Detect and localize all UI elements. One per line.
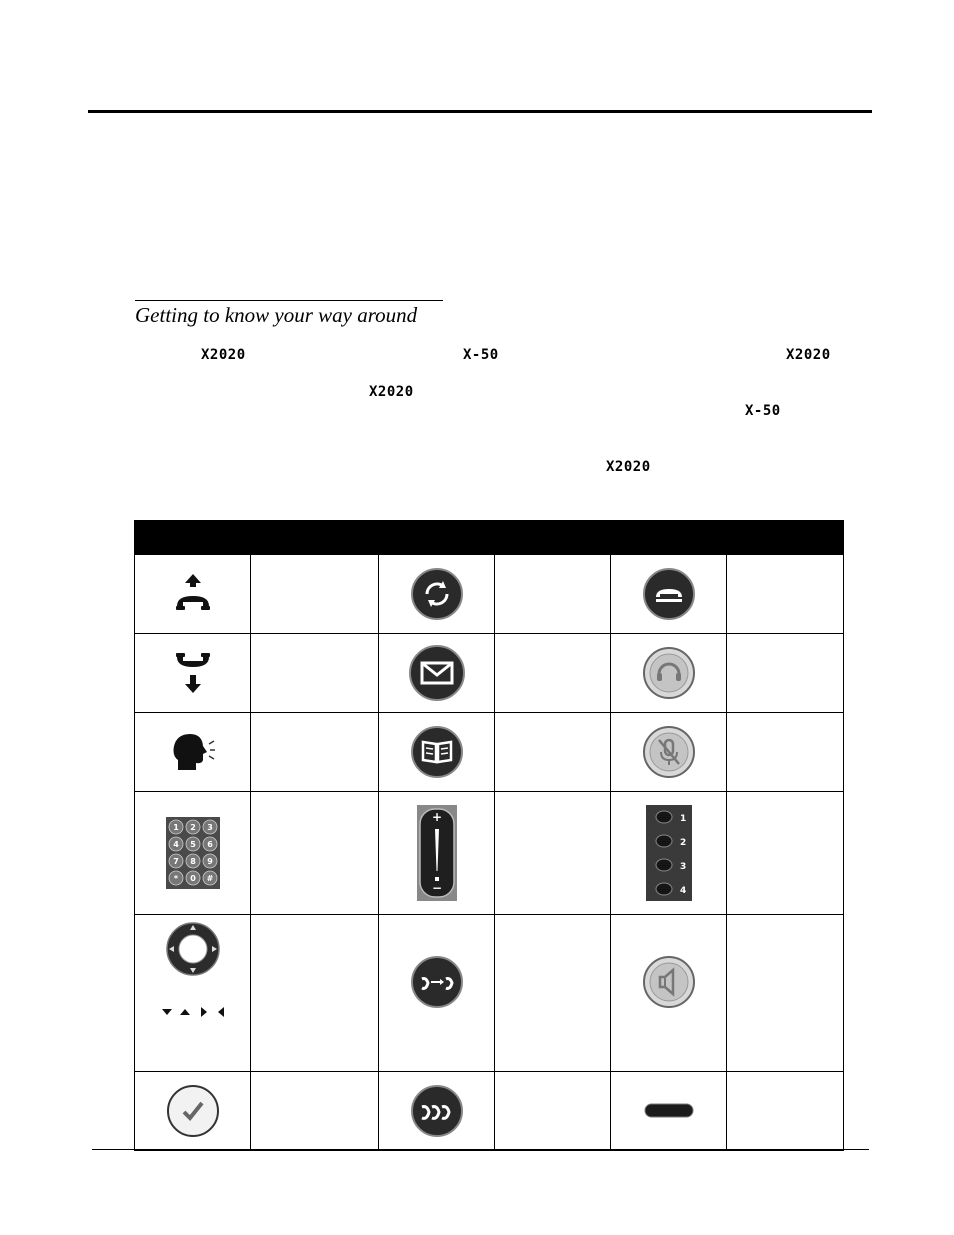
header-rule — [88, 110, 872, 113]
table-header-cell — [135, 521, 251, 555]
line-key-number: 4 — [679, 886, 686, 896]
icon-cell — [135, 713, 251, 792]
description-cell — [251, 915, 379, 1072]
model-name: X-50 — [745, 403, 781, 419]
model-name: X2020 — [606, 459, 651, 475]
model-name: X2020 — [201, 347, 246, 363]
table-row — [135, 555, 844, 634]
description-cell — [727, 555, 844, 634]
phone-keys-table — [134, 520, 844, 1151]
description-cell — [727, 713, 844, 792]
line-key-number: 1 — [679, 814, 686, 824]
on-hook-icon — [173, 651, 213, 695]
icon-cell — [611, 792, 727, 915]
description-cell — [727, 792, 844, 915]
line-key-number: 3 — [679, 862, 686, 872]
section-title: Getting to know your way around — [135, 300, 443, 328]
speak-icon — [170, 730, 216, 774]
dial-key-label: * — [173, 874, 178, 883]
icon-cell — [135, 634, 251, 713]
soft-key-icon — [644, 1102, 694, 1120]
icon-cell — [611, 713, 727, 792]
description-cell — [495, 634, 611, 713]
speaker-button-icon — [642, 955, 696, 1009]
dial-key-label: 7 — [172, 857, 179, 866]
table-header-cell — [611, 521, 727, 555]
icon-cell — [379, 713, 495, 792]
description-cell — [727, 1072, 844, 1151]
description-cell — [251, 792, 379, 915]
mute-button-icon — [642, 725, 696, 779]
headset-button-icon — [642, 646, 696, 700]
volume-minus-label: − — [431, 881, 442, 895]
icon-cell — [379, 915, 495, 1072]
dial-key-label: 8 — [189, 857, 196, 866]
icon-cell — [611, 555, 727, 634]
description-cell — [251, 634, 379, 713]
dial-key-label: 0 — [189, 874, 196, 883]
conference-button-icon — [410, 1084, 464, 1138]
icon-cell — [611, 915, 727, 1072]
description-cell — [495, 713, 611, 792]
description-cell — [495, 1072, 611, 1151]
release-button-icon — [642, 567, 696, 621]
table-row — [135, 713, 844, 792]
table-header-cell — [379, 521, 495, 555]
table-header-cell — [251, 521, 379, 555]
dial-key-label: 6 — [206, 840, 213, 849]
icon-cell — [611, 1072, 727, 1151]
off-hook-icon — [173, 572, 213, 616]
description-cell — [251, 713, 379, 792]
icon-cell — [135, 915, 251, 1072]
directory-button-icon — [410, 725, 464, 779]
model-name: X-50 — [463, 347, 499, 363]
dial-key-label: 4 — [172, 840, 179, 849]
line-keys-icon — [646, 805, 692, 901]
navigation-pad-icon — [165, 921, 221, 977]
table-header-cell — [495, 521, 611, 555]
icon-cell — [135, 792, 251, 915]
dial-key-label: 1 — [172, 823, 179, 832]
description-cell — [251, 555, 379, 634]
dial-key-label: 3 — [206, 823, 213, 832]
footer-rule — [92, 1149, 869, 1150]
dial-key-label: 9 — [206, 857, 213, 866]
table-row — [135, 1072, 844, 1151]
icon-cell — [135, 1072, 251, 1151]
dial-key-label: 2 — [189, 823, 196, 832]
table-header-row — [135, 521, 844, 555]
ok-button-icon — [166, 1084, 220, 1138]
table-row — [135, 792, 844, 915]
dial-key-label: # — [206, 874, 213, 883]
dial-pad-icon — [166, 817, 220, 889]
message-button-icon — [408, 644, 466, 702]
line-key-number: 2 — [679, 838, 686, 848]
volume-rocker-icon — [417, 805, 457, 901]
icon-cell — [135, 555, 251, 634]
model-name: X2020 — [369, 384, 414, 400]
redial-button-icon — [410, 567, 464, 621]
dial-key-label: 5 — [189, 840, 196, 849]
description-cell — [727, 634, 844, 713]
description-cell — [495, 555, 611, 634]
description-cell — [495, 792, 611, 915]
description-cell — [251, 1072, 379, 1151]
volume-plus-label: + — [431, 810, 442, 824]
icon-cell — [379, 634, 495, 713]
table-row — [135, 915, 844, 1072]
transfer-button-icon — [410, 955, 464, 1009]
icon-cell — [379, 555, 495, 634]
table-row — [135, 634, 844, 713]
description-cell — [727, 915, 844, 1072]
model-name: X2020 — [786, 347, 831, 363]
table-header-cell — [727, 521, 844, 555]
arrow-keys-icon — [158, 1005, 228, 1019]
icon-cell — [379, 1072, 495, 1151]
description-cell — [495, 915, 611, 1072]
icon-cell — [379, 792, 495, 915]
icon-cell — [611, 634, 727, 713]
